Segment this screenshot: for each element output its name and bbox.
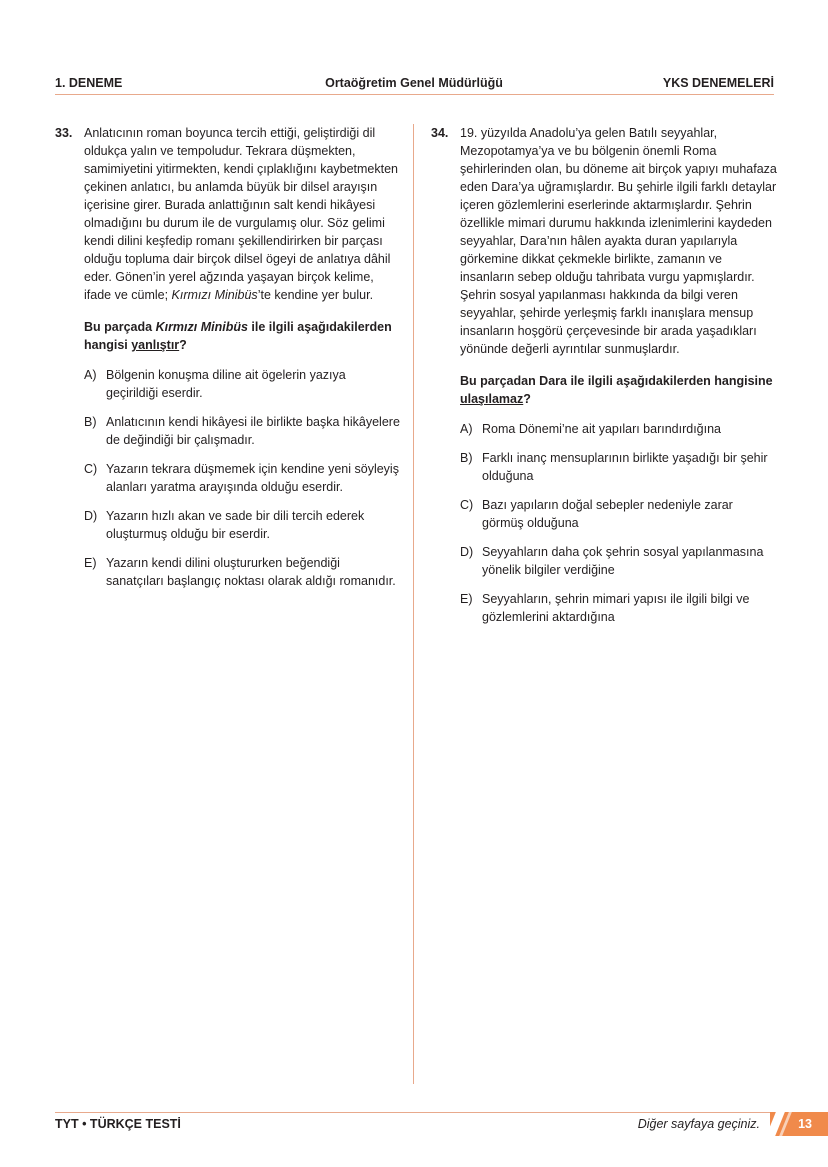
answer-option[interactable]	[84, 366, 400, 402]
header-series: YKS DENEMELERİ	[662, 76, 774, 90]
text-run: ile ilgili aşağıdakilerden hangisi	[84, 320, 392, 352]
option-text: Yazarın tekrara düşmemek için kendine yeni söyleyiş alanları yaratma arayışında olduğu eserdir.	[106, 462, 399, 494]
answer-option[interactable]	[84, 413, 400, 449]
question-stem	[84, 318, 400, 354]
option-letter: B)	[460, 451, 473, 465]
option-text: Yazarın kendi dilini oluştururken beğendiği sanatçıları başlangıç noktası olarak aldığı romanıdır.	[106, 556, 396, 588]
option-letter: B)	[84, 415, 97, 429]
option-text: Seyyahların daha çok şehrin sosyal yapılanmasına yönelik bilgiler verdiğine	[482, 545, 764, 577]
text-run: Kırmızı Minibüs	[171, 288, 258, 302]
question-number: 34.	[431, 126, 449, 140]
option-text: Roma Dönemi’ne ait yapıları barındırdığına	[482, 422, 722, 436]
option-letter: E)	[460, 592, 473, 606]
footer-divider	[55, 1112, 828, 1113]
answer-option[interactable]	[460, 590, 777, 626]
option-letter: C)	[84, 462, 98, 476]
page-number-badge	[770, 1112, 828, 1136]
header-institution: Ortaöğretim Genel Müdürlüğü	[325, 76, 503, 90]
question-stem	[460, 372, 777, 408]
option-text: Bölgenin konuşma diline ait ögelerin yazıya geçirildiği eserdir.	[106, 368, 346, 400]
answer-option[interactable]	[84, 507, 400, 543]
text-run: Bu parçada	[84, 320, 156, 334]
header-divider	[55, 94, 774, 95]
option-text: Farklı inanç mensuplarının birlikte yaşadığı bir şehir olduğuna	[482, 451, 768, 483]
question-passage	[460, 124, 777, 358]
question-33	[55, 124, 400, 601]
answer-option[interactable]	[84, 460, 400, 496]
answer-option[interactable]	[460, 543, 777, 579]
option-letter: A)	[84, 368, 97, 382]
answer-options	[84, 366, 400, 590]
option-text: Bazı yapıların doğal sebepler nedeniyle zarar görmüş olduğuna	[482, 498, 733, 530]
text-run: ?	[523, 392, 531, 406]
header-exam-name: 1. DENEME	[55, 76, 123, 90]
answer-option[interactable]	[460, 449, 777, 485]
option-letter: A)	[460, 422, 473, 436]
option-letter: C)	[460, 498, 474, 512]
answer-options	[460, 420, 777, 626]
answer-option[interactable]	[84, 554, 400, 590]
page-number: 13	[798, 1117, 812, 1131]
text-run: Kırmızı Minibüs	[155, 320, 248, 334]
option-text: Yazarın hızlı akan ve sade bir dili tercih ederek oluşturmuş olduğu bir eserdir.	[106, 509, 365, 541]
text-run: ?	[179, 338, 187, 352]
text-run: 19. yüzyılda Anadolu’ya gelen Batılı seyyahlar, Mezopotamya’ya ve bu bölgenin önemli Roma şehirlerinden olan, bu döneme ait birçok yapıyı muhafaza eden Dara’ya uğramışlardır. Bu şehirle ilgili farklı detaylar içeren gözlemlerini eserlerinde aktarmışlardır. Şehrin özellikle mimari durumu hakkında izlenimlerini kaydeden seyyahlar, Dara’nın hâlen ayakta duran yapılarıyla görkemine dikkat çekmekle birlikte, zamanın ve insanların sebep olduğu tahribata vurgu yapmışlardır. Şehrin sosyal yapılanması hakkında da bilgi veren seyyahlar, şehirde yerleşmiş farklı inanışlara mensup insanların hoşgörü çerçevesinde bir arada yaşadıkları yönünde değerli ayrıntılar sunmuşlardır.	[460, 126, 777, 356]
option-letter: E)	[84, 556, 97, 570]
option-text: Seyyahların, şehrin mimari yapısı ile ilgili bilgi ve gözlemlerini aktardığına	[482, 592, 750, 624]
question-34	[431, 124, 777, 637]
text-run: Anlatıcının roman boyunca tercih ettiği, geliştirdiği dil oldukça yalın ve tempoludur. Tekrara düşmekten, samimiyetini yitirmekten, kendi çıplaklığını kaybetmekten çekinen anlatıcı, bu anlamda büyük bir dilsel arayışın içerisine girer. Burada anlattığının salt kendi hikâyesi olmadığını bu durum ile de vurgulamış olur. Söz gelimi kendi dilini keşfedip romanı şekillendirirken bir parçası olduğu topluma dair birçok dilsel ögeyi de anlatıya dâhil eder. Gönen’in yerel ağzında yaşayan birçok kelime, ifade ve cümle;	[84, 126, 399, 302]
text-run: ’te kendine yer bulur.	[257, 288, 374, 302]
question-number: 33.	[55, 126, 73, 140]
column-divider	[413, 124, 414, 1084]
footer-test-name: TYT • TÜRKÇE TESTİ	[55, 1117, 181, 1131]
question-passage	[84, 124, 400, 304]
answer-option[interactable]	[460, 496, 777, 532]
option-letter: D)	[460, 545, 474, 559]
text-run: yanlıştır	[131, 338, 180, 352]
option-text: Anlatıcının kendi hikâyesi ile birlikte başka hikâyelere de değindiği bir çalışmadır.	[106, 415, 400, 447]
answer-option[interactable]	[460, 420, 777, 438]
footer-next-page-note: Diğer sayfaya geçiniz.	[637, 1117, 760, 1131]
text-run: ulaşılamaz	[460, 392, 524, 406]
option-letter: D)	[84, 509, 98, 523]
text-run: Bu parçadan Dara ile ilgili aşağıdakilerden hangisine	[460, 374, 773, 388]
